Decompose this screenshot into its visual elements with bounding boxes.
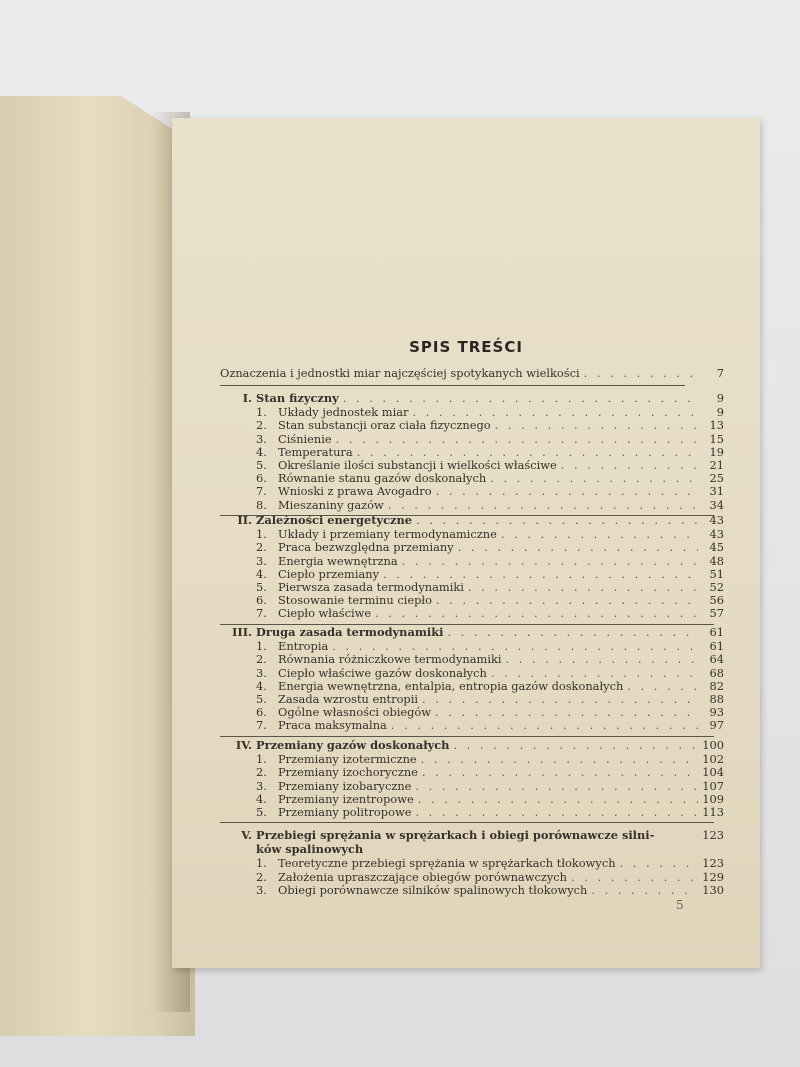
dot-leader <box>436 484 698 498</box>
chapter-number: I. <box>242 391 252 405</box>
item-number: 5. <box>256 805 267 819</box>
chapter-title: Przebiegi sprężania w sprężarkach i obiegi porównawcze silni- <box>256 828 655 842</box>
item-page: 102 <box>702 752 724 767</box>
toc-item-row <box>256 445 724 459</box>
item-label: Praca bezwzględna przemiany <box>278 540 454 555</box>
item-label: Ciśnienie <box>278 431 332 446</box>
table-of-contents <box>172 118 760 968</box>
toc-chapter-row <box>228 513 724 527</box>
item-label: Obiegi porównawcze silników spalinowych tłokowych <box>278 882 588 897</box>
toc-item-row <box>256 666 724 680</box>
book-page <box>172 118 760 968</box>
item-label: Układy i przemiany termodynamiczne <box>278 527 497 542</box>
toc-chapter-row-continued <box>256 842 724 856</box>
toc-item-row <box>256 752 724 766</box>
dot-leader <box>491 666 698 680</box>
item-label: Założenia upraszczające obiegów porównawczych <box>278 869 567 884</box>
dot-leader <box>332 639 698 653</box>
dot-leader <box>627 679 698 693</box>
dot-leader <box>415 779 698 793</box>
item-page: 104 <box>702 765 724 780</box>
item-number: 7. <box>256 484 267 499</box>
item-page: 43 <box>709 527 724 542</box>
toc-item-row <box>256 580 724 594</box>
item-page: 25 <box>709 471 724 486</box>
item-page: 45 <box>709 540 724 555</box>
dot-leader <box>571 870 698 884</box>
item-number: 3. <box>256 431 267 446</box>
item-page: 52 <box>709 580 724 594</box>
item-label: Przemiany izotermiczne <box>278 752 417 767</box>
dot-leader <box>620 856 698 870</box>
item-number: 6. <box>256 471 267 486</box>
item-number: 4. <box>256 566 267 581</box>
item-label: Przemiany izobaryczne <box>278 778 412 793</box>
toc-item-row <box>256 805 724 819</box>
toc-item-row <box>256 418 724 432</box>
item-label: Ogólne własności obiegów <box>278 705 432 720</box>
item-label: Przemiany politropowe <box>278 805 412 819</box>
toc-item-row <box>256 692 724 706</box>
chapter-title-continued: ków spalinowych <box>256 842 364 857</box>
dot-leader <box>415 805 698 819</box>
toc-item-row <box>256 679 724 693</box>
item-number: 4. <box>256 678 267 693</box>
chapter-number: II. <box>237 513 252 527</box>
dot-leader <box>447 625 698 639</box>
toc-chapter-row <box>228 391 724 405</box>
item-page: 48 <box>709 553 724 568</box>
toc-item-row <box>256 883 724 897</box>
chapter-page: 43 <box>709 513 724 527</box>
dot-leader <box>468 580 698 594</box>
item-page: 123 <box>702 856 724 871</box>
item-label: Teoretyczne przebiegi sprężania w sprężarkach tłokowych <box>278 856 616 871</box>
item-label: Ciepło przemiany <box>278 566 380 581</box>
item-number: 4. <box>256 444 267 459</box>
item-number: 1. <box>256 527 267 542</box>
toc-item-row <box>256 779 724 793</box>
chapter-page: 123 <box>702 828 724 842</box>
toc-item-row <box>256 458 724 472</box>
item-number: 1. <box>256 405 267 420</box>
chapter-number: V. <box>241 828 252 842</box>
toc-item-row <box>256 432 724 446</box>
item-label: Stan substancji oraz ciała fizycznego <box>278 418 491 433</box>
dot-leader <box>422 765 698 779</box>
item-number: 5. <box>256 692 267 706</box>
dot-leader <box>495 418 698 432</box>
item-page: 21 <box>709 458 724 472</box>
toc-chapter-row <box>228 738 724 752</box>
item-page: 13 <box>709 418 724 433</box>
dot-leader <box>421 752 698 766</box>
toc-item-row <box>256 705 724 719</box>
item-number: 2. <box>256 540 267 555</box>
chapter-title: Druga zasada termodynamiki <box>256 625 444 639</box>
dot-leader <box>506 652 698 666</box>
item-page: 31 <box>709 484 724 499</box>
item-label: Temperatura <box>278 444 353 459</box>
item-number: 2. <box>256 869 267 884</box>
item-label: Ciepło właściwe gazów doskonałych <box>278 665 487 680</box>
toc-item-row <box>256 870 724 884</box>
page-title: SPIS TREŚCI <box>409 338 523 356</box>
item-number: 8. <box>256 497 267 512</box>
item-number: 1. <box>256 856 267 871</box>
item-label: Wnioski z prawa Avogadro <box>278 484 432 499</box>
dot-leader <box>458 540 698 554</box>
dot-leader <box>436 593 698 607</box>
chapter-number: III. <box>232 625 252 639</box>
item-page: 19 <box>709 444 724 459</box>
toc-item-row <box>256 405 724 419</box>
toc-item-row <box>256 593 724 607</box>
item-number: 1. <box>256 639 267 654</box>
toc-intro-page: 7 <box>716 366 724 380</box>
chapter-page: 9 <box>716 391 724 405</box>
item-page: 9 <box>716 405 724 420</box>
item-number: 7. <box>256 718 267 733</box>
item-label: Układy jednostek miar <box>278 405 409 420</box>
item-number: 2. <box>256 418 267 433</box>
item-page: 130 <box>702 882 724 897</box>
item-number: 6. <box>256 593 267 608</box>
item-label: Energia wewnętrzna, entalpia, entropia gazów doskonałych <box>278 678 624 693</box>
chapter-page: 61 <box>709 625 724 639</box>
item-page: 93 <box>709 705 724 720</box>
item-label: Mieszaniny gazów <box>278 497 384 512</box>
toc-chapter-row <box>228 625 724 639</box>
dot-leader <box>357 445 698 459</box>
dot-leader <box>343 391 698 405</box>
dot-leader <box>561 458 698 472</box>
dot-leader <box>383 567 698 581</box>
item-page: 57 <box>709 606 724 621</box>
item-number: 5. <box>256 580 267 594</box>
dot-leader <box>388 498 698 512</box>
divider <box>220 385 685 386</box>
toc-item-row <box>256 606 724 620</box>
item-label: Określanie ilości substancji i wielkości właściwe <box>278 458 557 472</box>
toc-item-row <box>256 498 724 512</box>
divider <box>220 736 714 737</box>
dot-leader <box>391 718 698 732</box>
item-page: 15 <box>709 431 724 446</box>
item-page: 88 <box>709 692 724 706</box>
dot-leader <box>591 883 698 897</box>
divider <box>220 822 714 823</box>
item-label: Ciepło właściwe <box>278 606 372 621</box>
item-page: 56 <box>709 593 724 608</box>
item-number: 6. <box>256 705 267 720</box>
item-page: 64 <box>709 652 724 667</box>
toc-intro-label: Oznaczenia i jednostki miar najczęściej spotykanych wielkości <box>220 366 580 380</box>
item-number: 3. <box>256 882 267 897</box>
toc-intro-row <box>220 366 724 380</box>
dot-leader <box>375 606 698 620</box>
item-number: 5. <box>256 458 267 472</box>
chapter-title: Zależności energetyczne <box>256 513 413 527</box>
item-page: 51 <box>709 566 724 581</box>
item-label: Entropia <box>278 639 329 654</box>
dot-leader <box>402 554 698 568</box>
item-number: 2. <box>256 765 267 780</box>
item-label: Przemiany izentropowe <box>278 791 414 806</box>
item-label: Przemiany izochoryczne <box>278 765 418 780</box>
toc-item-row <box>256 554 724 568</box>
dot-leader <box>584 366 698 380</box>
dot-leader <box>453 738 698 752</box>
chapter-title: Przemiany gazów doskonałych <box>256 738 450 752</box>
dot-leader <box>501 527 698 541</box>
dot-leader <box>490 471 698 485</box>
item-page: 129 <box>702 869 724 884</box>
item-page: 68 <box>709 665 724 680</box>
toc-item-row <box>256 639 724 653</box>
dot-leader <box>435 705 698 719</box>
toc-item-row <box>256 540 724 554</box>
item-label: Równania różniczkowe termodynamiki <box>278 652 502 667</box>
item-label: Pierwsza zasada termodynamiki <box>278 580 464 594</box>
item-number: 4. <box>256 791 267 806</box>
item-page: 107 <box>702 778 724 793</box>
item-number: 3. <box>256 778 267 793</box>
dot-leader <box>418 792 698 806</box>
toc-item-row <box>256 471 724 485</box>
toc-item-row <box>256 718 724 732</box>
toc-item-row <box>256 527 724 541</box>
toc-item-row <box>256 484 724 498</box>
item-page: 61 <box>709 639 724 654</box>
dot-leader <box>416 513 698 527</box>
dot-leader <box>336 432 698 446</box>
item-label: Zasada wzrostu entropii <box>278 692 419 706</box>
item-page: 109 <box>702 791 724 806</box>
item-page: 97 <box>709 718 724 733</box>
item-label: Praca maksymalna <box>278 718 387 733</box>
dot-leader <box>422 692 698 706</box>
toc-item-row <box>256 765 724 779</box>
item-number: 3. <box>256 665 267 680</box>
item-number: 7. <box>256 606 267 621</box>
item-page: 113 <box>702 805 724 819</box>
item-label: Równanie stanu gazów doskonałych <box>278 471 487 486</box>
chapter-page: 100 <box>702 738 724 752</box>
item-number: 3. <box>256 553 267 568</box>
toc-chapter-row <box>228 828 724 842</box>
item-number: 2. <box>256 652 267 667</box>
item-number: 1. <box>256 752 267 767</box>
toc-item-row <box>256 856 724 870</box>
chapter-number: IV. <box>235 738 252 752</box>
toc-item-row <box>256 652 724 666</box>
dot-leader <box>412 405 698 419</box>
toc-item-row <box>256 792 724 806</box>
chapter-title: Stan fizyczny <box>256 391 339 405</box>
item-page: 82 <box>709 678 724 693</box>
item-page: 34 <box>709 497 724 512</box>
item-label: Stosowanie terminu ciepło <box>278 593 432 608</box>
item-label: Energia wewnętrzna <box>278 553 398 568</box>
toc-item-row <box>256 567 724 581</box>
page-number: 5 <box>676 898 684 912</box>
